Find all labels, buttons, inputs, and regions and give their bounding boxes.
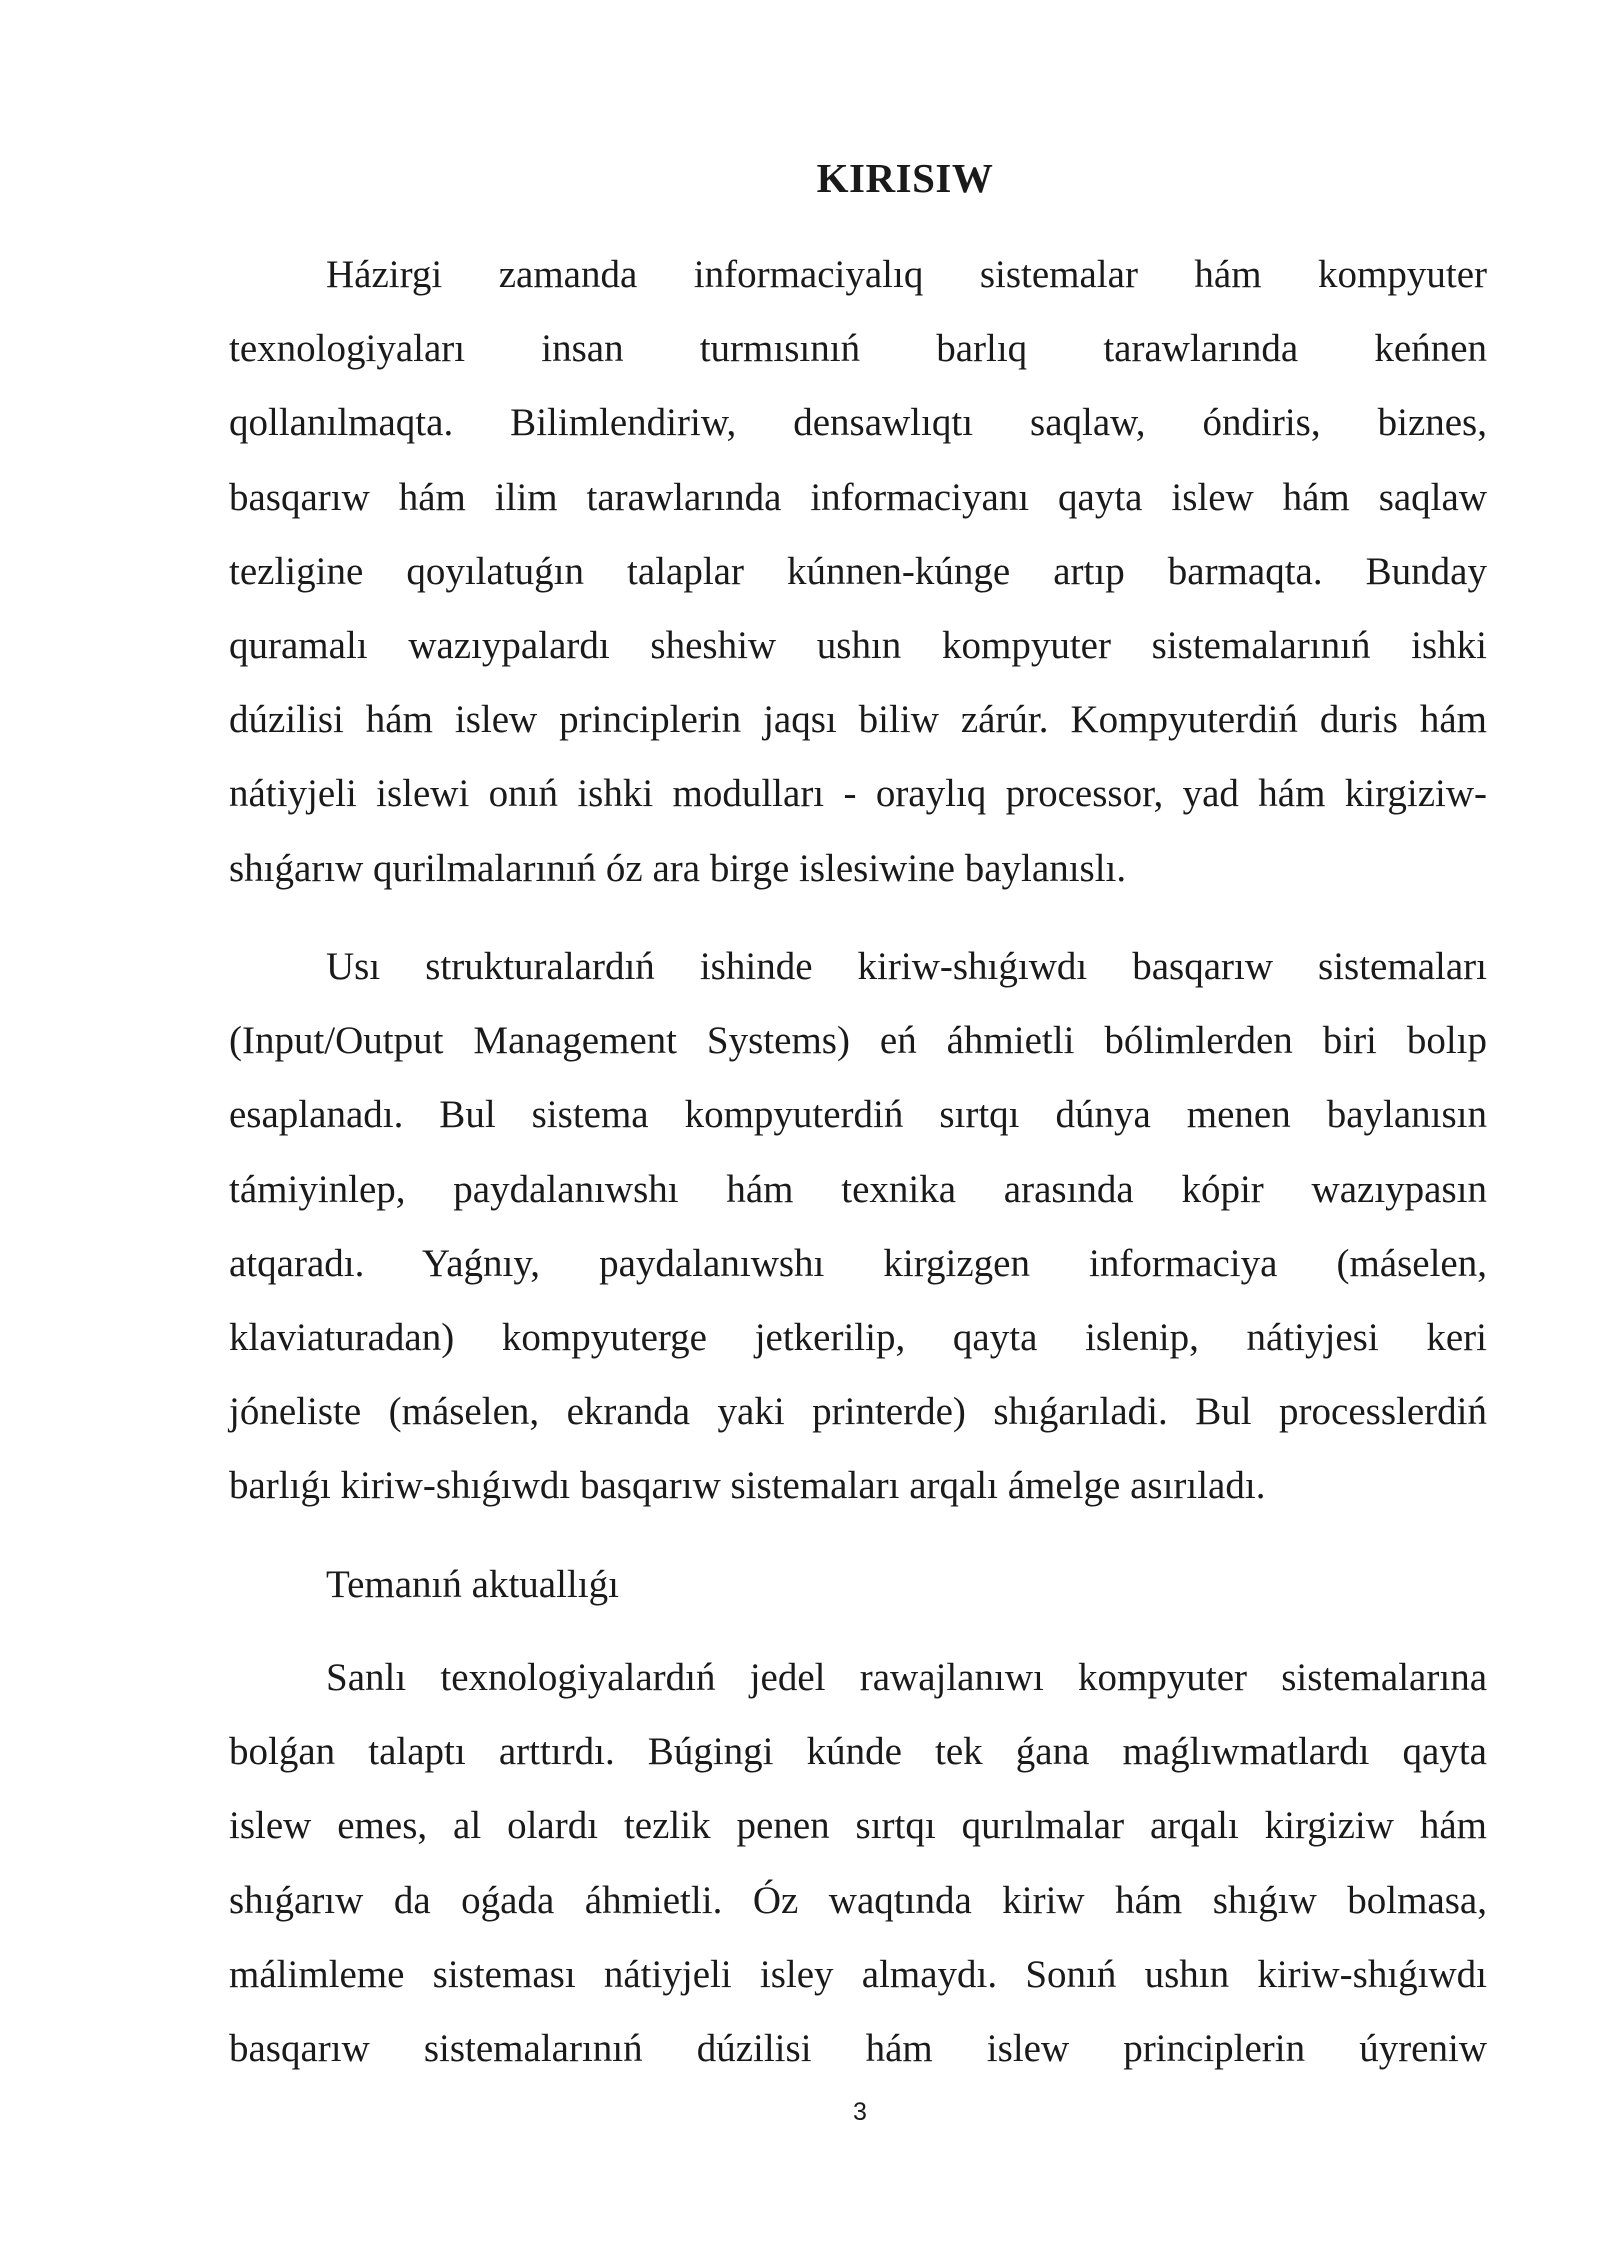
text-line: támiyinlep, paydalanıwshı hám texnika arasında kópir wazıypasın <box>229 1167 1487 1211</box>
page-number: 3 <box>853 2098 867 2126</box>
page-title: KIRISIW <box>816 155 994 201</box>
text-line: Usı strukturalardıń ishinde kiriw-shıǵıwdı basqarıw sistemaları <box>326 945 1487 988</box>
text-line: atqaradı. Yaǵnıy, paydalanıwshı kirgizgen informaciya (máselen, <box>229 1241 1487 1285</box>
text-line: bolǵan talaptı arttırdı. Búgingi kúnde tek ǵana maǵlıwmatlardı qayta <box>229 1730 1487 1774</box>
text-line: klaviaturadan) kompyuterge jetkerilip, qayta islenip, nátiyjesi keri <box>229 1315 1487 1359</box>
paragraph-io-systems <box>229 930 1487 1524</box>
text-line: qollanılmaqta. Bilimlendiriw, densawlıqtı saqlaw, óndiris, biznes, <box>229 401 1487 445</box>
text-line: quramalı wazıypalardı sheshiw ushın kompyuter sistemalarınıń ishki <box>229 623 1487 667</box>
text-line: basqarıw sistemalarınıń dúzilisi hám islew principlerin úyreniw <box>229 2026 1487 2070</box>
text-line: barlıǵı kiriw-shıǵıwdı basqarıw sistemaları arqalı ámelge asırıladı. <box>229 1464 1266 1508</box>
text-line: shıǵarıw qurilmalarınıń óz ara birge islesiwine baylanıslı. <box>229 846 1127 890</box>
text-line: esaplanadı. Bul sistema kompyuterdiń sırtqı dúnya menen baylanısın <box>229 1093 1487 1137</box>
section-subheading: Temanıń aktuallıǵı <box>326 1563 619 1606</box>
text-line: texnologiyaları insan turmısınıń barlıq tarawlarında keńnen <box>229 327 1487 371</box>
text-line: shıǵarıw da oǵada áhmietli. Óz waqtında kiriw hám shıǵıw bolmasa, <box>229 1878 1487 1922</box>
text-line: jóneliste (máselen, ekranda yaki printerde) shıǵarıladi. Bul processlerdiń <box>229 1390 1487 1434</box>
text-line: Sanlı texnologiyalardıń jedel rawajlanıwı kompyuter sistemalarına <box>326 1656 1487 1699</box>
text-line: (Input/Output Management Systems) eń áhmietli bólimlerden biri bolıp <box>229 1019 1487 1063</box>
text-line: tezligine qoyılatuǵın talaplar kúnnen-kúnge artıp barmaqta. Bunday <box>229 549 1487 593</box>
text-line: Házirgi zamanda informaciyalıq sistemalar hám kompyuter <box>326 253 1487 296</box>
text-line: málimleme sisteması nátiyjeli isley almaydı. Sonıń ushın kiriw-shıǵıwdı <box>229 1952 1487 1996</box>
text-line: basqarıw hám ilim tarawlarında informaciyanı qayta islew hám saqlaw <box>229 475 1487 519</box>
text-line: islew emes, al olardı tezlik penen sırtqı qurılmalar arqalı kirgiziw hám <box>229 1804 1487 1848</box>
text-line: dúzilisi hám islew principlerin jaqsı biliw zárúr. Kompyuterdiń duris hám <box>229 698 1487 742</box>
text-line: nátiyjeli islewi onıń ishki modulları - oraylıq processor, yad hám kirgiziw- <box>229 772 1487 816</box>
paragraph-relevance <box>229 1641 1487 2086</box>
paragraph-introduction <box>229 238 1487 906</box>
